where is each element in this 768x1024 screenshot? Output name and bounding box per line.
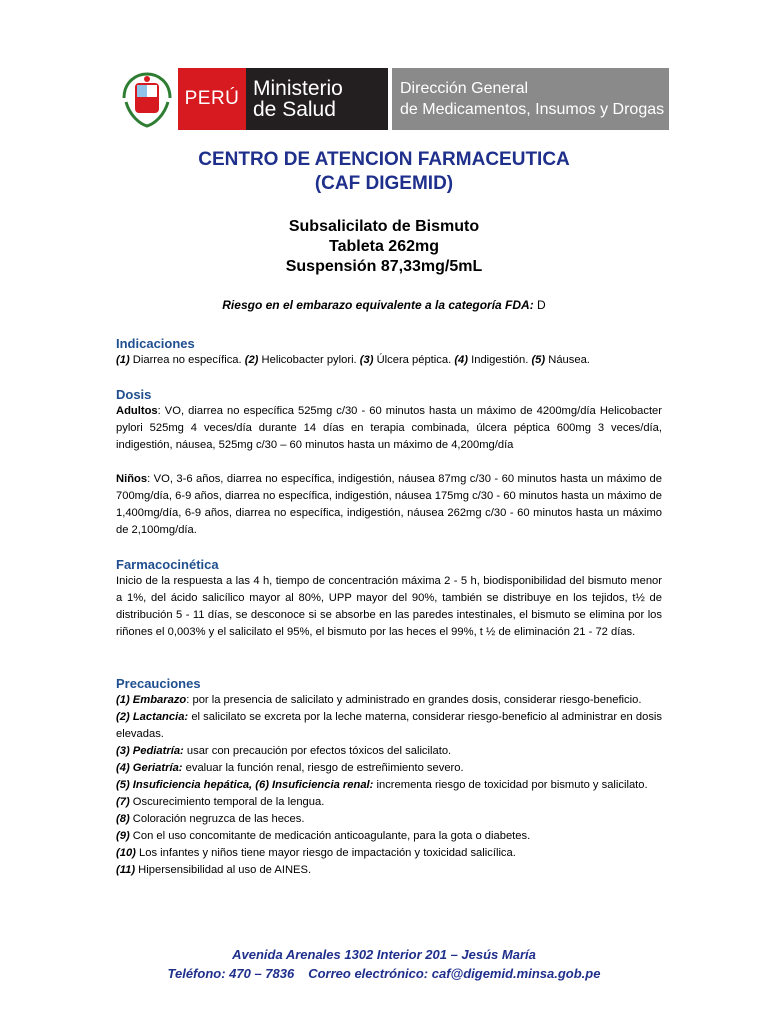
pharmacokinetics-text: Inicio de la respuesta a las 4 h, tiempo de concentración máxima 2 - 5 h, biodisponibilidad del bismuto menor a 1%, del ácido salicílico mayor al 80%, UPP mayor del 90%, también se distribuye en los tejidos, t½ de distribución 5 - 11 días, se desconoce si se absorbe en las paredes intestinales, el bismuto se elimina por los riñones el 0,003% y el salicilato el 95%, el bismuto por las heces el 99%, t ½ de eliminación 21 - 72 días.: [116, 575, 662, 638]
indication-text: Náusea.: [548, 354, 590, 366]
dose-adults-text: : VO, diarrea no específica 525mg c/30 - 60 minutos hasta un máximo de 4200mg/día Helicobacter pylori 525mg 4 veces/día durante 14 días en terapia combinada, úlcera péptica 600mg 3 veces/día, indigestión, náusea, 525mg c/30 – 60 minutos hasta un máximo de 4,200mg/día: [116, 405, 662, 451]
direction-block: [392, 68, 669, 130]
precaution-text: Los infantes y niños tiene mayor riesgo de impactación y toxicidad salicílica.: [135, 847, 516, 859]
precaution-item: [116, 794, 662, 811]
header-banner: [116, 68, 669, 130]
precaution-text: Coloración negruzca de las heces.: [129, 813, 305, 825]
dose-children: [116, 471, 662, 539]
drug-name: Subsalicilato de Bismuto: [288, 218, 480, 235]
indication-number: (2): [244, 354, 259, 366]
section-heading: Precauciones: [116, 676, 201, 691]
precaution-label: (8): [116, 813, 130, 825]
section-heading: Farmacocinética: [116, 557, 219, 572]
precaution-item: [116, 760, 662, 777]
precaution-text: evaluar la función renal, riesgo de estreñimiento severo.: [182, 762, 464, 774]
precaution-item: [116, 743, 662, 760]
precaution-text: incrementa riesgo de toxicidad por bismuto y salicilato.: [373, 779, 648, 791]
indication-text: Indigestión.: [471, 354, 529, 366]
ministry-line2: de Salud: [253, 98, 336, 121]
precaution-label: (1) Embarazo: [116, 694, 187, 706]
dose-adults: [116, 403, 662, 454]
precaution-sep: :: [186, 694, 190, 706]
precaution-text: Con el uso concomitante de medicación anticoagulante, para la gota o diabetes.: [129, 830, 531, 842]
document-title: CENTRO DE ATENCION FARMACEUTICA: [198, 149, 570, 170]
dose-children-text: : VO, 3-6 años, diarrea no específica, indigestión, náusea 87mg c/30 - 60 minutos hasta un máximo de 700mg/día, 6-9 años, diarrea no específica, indigestión, náusea 175mg c/30 - 60 minutos hasta un máximo de 1,400mg/día, 6-9 años, diarrea no específica, indigestión, náusea 262mg c/30 - 60 minutos hasta un máximo de 2,100mg/día.: [116, 473, 662, 536]
precaution-label: (10): [116, 847, 136, 859]
precaution-label: (3) Pediatría:: [116, 745, 184, 757]
ministry-block: [246, 68, 388, 130]
risk-category: D: [537, 298, 546, 312]
coat-of-arms-logo: [116, 68, 178, 130]
section-indicaciones: [116, 335, 662, 369]
section-dosis: [116, 386, 662, 539]
indication-number: (3): [359, 354, 374, 366]
dose-children-label: Niños: [116, 473, 148, 485]
pregnancy-risk: [0, 298, 768, 312]
indication-text: Helicobacter pylori.: [261, 354, 357, 366]
ministry-line1: Ministerio: [253, 77, 343, 100]
country-text: PERÚ: [184, 88, 240, 109]
indication-number: (5): [531, 354, 546, 366]
precaution-item: [116, 811, 662, 828]
precaution-text: el salicilato se excreta por la leche materna, considerar riesgo-beneficio al administrar en dosis elevadas.: [116, 711, 662, 740]
precaution-text: Oscurecimiento temporal de la lengua.: [129, 796, 325, 808]
precaution-label: (7): [116, 796, 130, 808]
precaution-text: Hipersensibilidad al uso de AINES.: [135, 864, 312, 876]
precaution-label: (4) Geriatría:: [116, 762, 183, 774]
precaution-item: [116, 862, 662, 879]
section-farmacocinetica: [116, 556, 662, 641]
footer-contact: [0, 964, 768, 983]
precaution-text: usar con precaución por efectos tóxicos del salicilato.: [183, 745, 452, 757]
document-subtitle: (CAF DIGEMID): [314, 173, 454, 194]
drug-form-suspension: Suspensión 87,33mg/5mL: [285, 258, 483, 275]
peru-label: [178, 68, 246, 130]
dose-adults-label: Adultos: [116, 405, 158, 417]
risk-text: Riesgo en el embarazo equivalente a la categoría FDA:: [222, 298, 534, 312]
precaution-label: (5) Insuficiencia hepática, (6) Insuficiencia renal:: [116, 779, 374, 791]
indication-text: Úlcera péptica.: [376, 354, 452, 366]
precaution-item: [116, 845, 662, 862]
footer-address: Avenida Arenales 1302 Interior 201 – Jesús María: [232, 947, 536, 962]
precaution-label: (9): [116, 830, 130, 842]
drug-form-tablet: Tableta 262mg: [329, 238, 439, 255]
indications-list: [116, 352, 662, 369]
precaution-text: por la presencia de salicilato y administrado en grandes dosis, considerar riesgo-beneficio.: [189, 694, 642, 706]
precaution-item: [116, 692, 662, 709]
indication-number: (1): [116, 354, 130, 366]
shield-icon: [116, 68, 178, 130]
footer-email: Correo electrónico: caf@digemid.minsa.gob.pe: [308, 966, 601, 981]
section-precauciones: [116, 675, 662, 879]
precaution-item: [116, 777, 662, 794]
section-heading: Indicaciones: [116, 336, 195, 351]
precaution-item: [116, 709, 662, 743]
precaution-label: (11): [116, 864, 136, 876]
indication-text: Diarrea no específica.: [132, 354, 242, 366]
direction-line2: de Medicamentos, Insumos y Drogas: [400, 101, 665, 118]
direction-line1: Dirección General: [400, 80, 529, 97]
indication-number: (4): [454, 354, 468, 366]
precaution-label: (2) Lactancia:: [116, 711, 189, 723]
section-heading: Dosis: [116, 387, 152, 402]
footer-phone: Teléfono: 470 – 7836: [167, 966, 295, 981]
precaution-item: [116, 828, 662, 845]
